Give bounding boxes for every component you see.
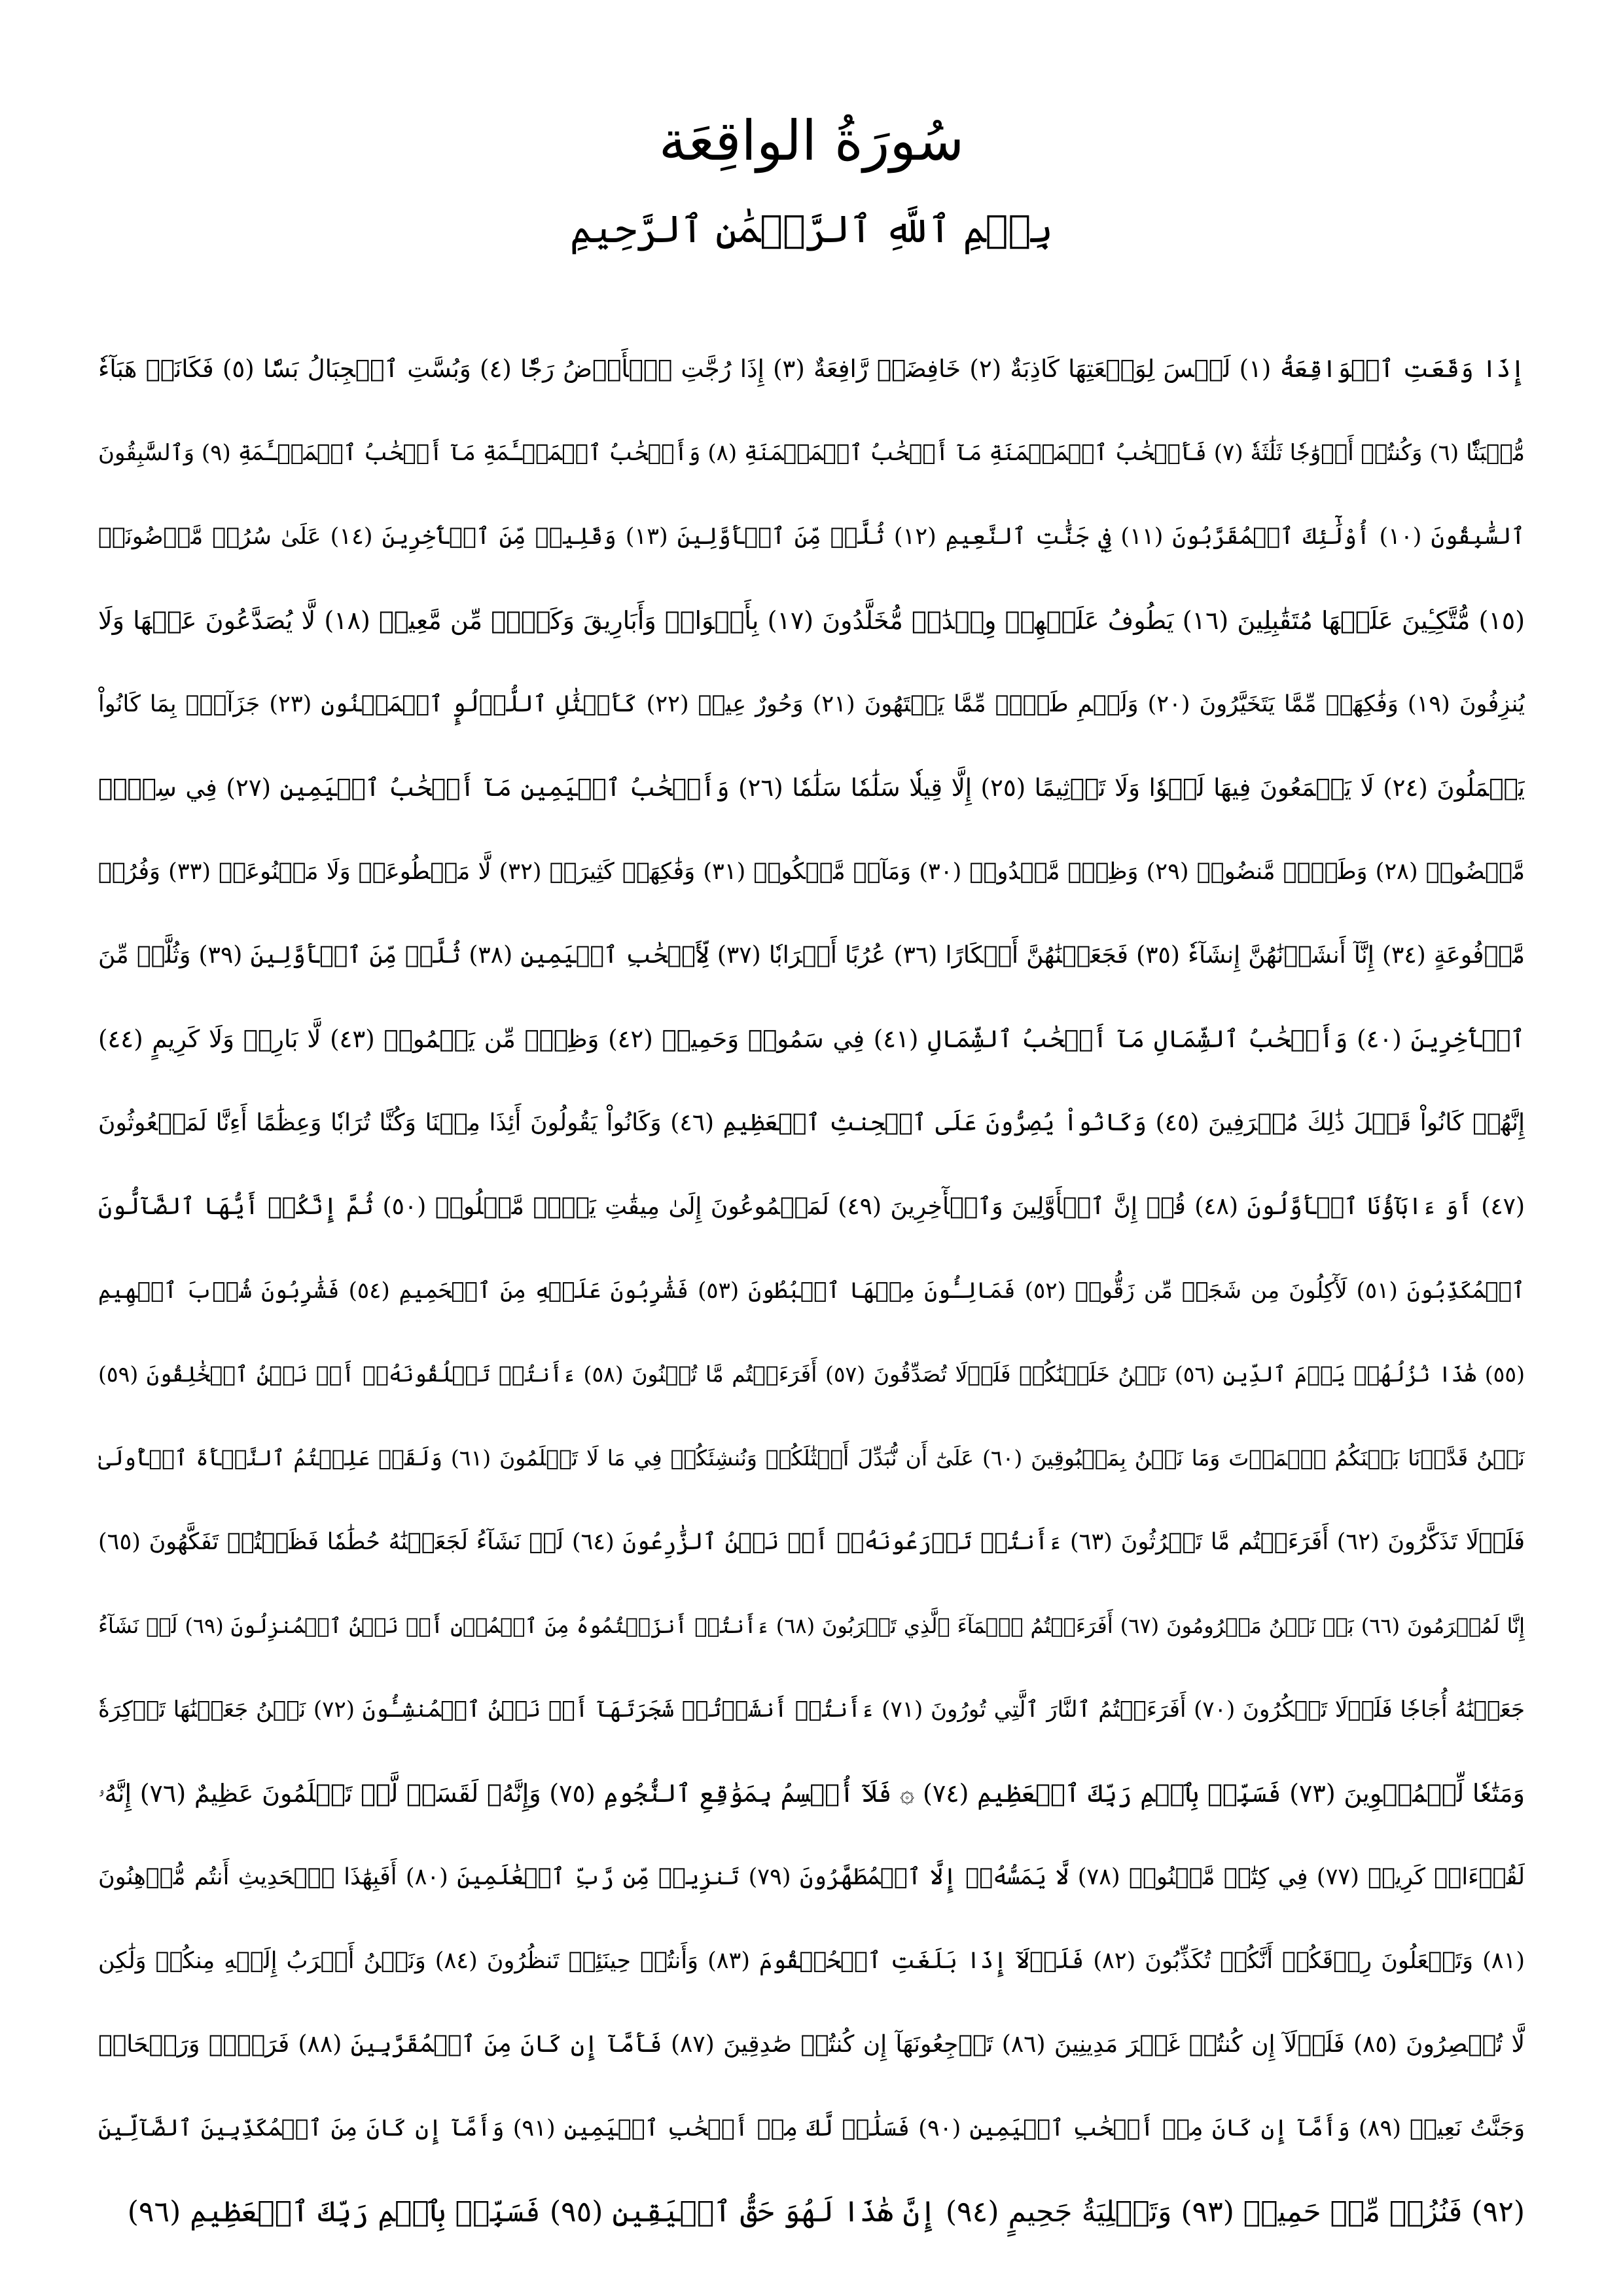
text-line: إِذَا وَقَعَتِ ٱلۡوَاقِعَةُ (١) لَيۡسَ لِوَقۡعَتِهَا كَاذِبَةٌ (٢) خَافِضَةٞ رَّافِعَةٌ (٣) إِذَا رُجَّتِ ٱلۡأَرۡضُ رَجّٗا (٤) وَبُسَّتِ ٱلۡجِبَالُ بَسّٗا (٥) فَكَانَتۡ هَبَآءٗ	[98, 355, 1525, 383]
text-line: يُنزِفُونَ (١٩) وَفَٰكِهَةٖ مِّمَّا يَتَخَيَّرُونَ (٢٠) وَلَحۡمِ طَيۡرٖ مِّمَّا يَشۡتَهُونَ (٢١) وَحُورٌ عِينٞ (٢٢) كَأَمۡثَٰلِ ٱللُّؤۡلُوِٕ ٱلۡمَكۡنُونِ (٢٣) جَزَآءَۢ بِمَا كَانُواْ	[98, 691, 1525, 717]
text-line: ٱلۡأٓخِرِينَ (٤٠) وَأَصۡحَٰبُ ٱلشِّمَالِ مَآ أَصۡحَٰبُ ٱلشِّمَالِ (٤١) فِي سَمُومٖ وَحَمِيمٖ (٤٢) وَظِلّٖ مِّن يَحۡمُومٖ (٤٣) لَّا بَارِدٖ وَلَا كَرِيمٍ (٤٤)	[98, 1025, 1525, 1053]
text-line: فَلَوۡلَا تَذَكَّرُونَ (٦٢) أَفَرَءَيۡتُم مَّا تَحۡرُثُونَ (٦٣) ءَأَنتُمۡ تَزۡرَعُونَهُۥٓ أَمۡ نَحۡنُ ٱلزَّٰرِعُونَ (٦٤) لَوۡ نَشَآءُ لَجَعَلۡنَٰهُ حُطَٰمٗا فَظَلۡتُمۡ تَفَكَّهُونَ (٦٥)	[98, 1529, 1525, 1555]
text-line-last: (٩٢) فَنُزُلٞ مِّنۡ حَمِيمٖ (٩٣) وَتَصۡلِيَةُ جَحِيمٍ (٩٤) إِنَّ هَٰذَا لَهُوَ حَقُّ ٱلۡيَقِينِ (٩٥) فَسَبِّحۡ بِٱسۡمِ رَبِّكَ ٱلۡعَظِيمِ (٩٦)	[127, 2195, 1525, 2229]
text-line: مُّنۢبَثّٗا (٦) وَكُنتُمۡ أَزۡوَٰجٗا ثَلَٰثَةٗ (٧) فَأَصۡحَٰبُ ٱلۡمَيۡمَنَةِ مَآ أَصۡحَٰبُ ٱلۡمَيۡمَنَةِ (٨) وَأَصۡحَٰبُ ٱلۡمَشۡـَٔمَةِ مَآ أَصۡحَٰبُ ٱلۡمَشۡـَٔمَةِ (٩) وَٱلسَّٰبِقُونَ	[98, 440, 1525, 466]
basmala: بِسۡمِ ٱللَّهِ ٱلرَّحۡمَٰنِ ٱلرَّحِيمِ	[569, 207, 1054, 251]
text-line: (٤٧) أَوَ ءَابَآؤُنَا ٱلۡأَوَّلُونَ (٤٨) قُلۡ إِنَّ ٱلۡأَوَّلِينَ وَٱلۡأٓخِرِينَ (٤٩) لَمَجۡمُوعُونَ إِلَىٰ مِيقَٰتِ يَوۡمٖ مَّعۡلُومٖ (٥٠) ثُمَّ إِنَّكُمۡ أَيُّهَا ٱلضَّآلُّونَ	[98, 1193, 1525, 1220]
text-line: إِنَّهُمۡ كَانُواْ قَبۡلَ ذَٰلِكَ مُتۡرَفِينَ (٤٥) وَكَانُواْ يُصِرُّونَ عَلَى ٱلۡحِنثِ ٱلۡعَظِيمِ (٤٦) وَكَانُواْ يَقُولُونَ أَئِذَا مِتۡنَا وَكُنَّا تُرَابٗا وَعِظَٰمًا أَءِنَّا لَمَبۡعُوثُونَ	[98, 1109, 1525, 1136]
surah-text-body	[98, 327, 1525, 2229]
text-line: ٱلۡمُكَذِّبُونَ (٥١) لَأٓكِلُونَ مِن شَجَرٖ مِّن زَقُّومٖ (٥٢) فَمَالِـُٔونَ مِنۡهَا ٱلۡبُطُونَ (٥٣) فَشَٰرِبُونَ عَلَيۡهِ مِنَ ٱلۡحَمِيمِ (٥٤) فَشَٰرِبُونَ شُرۡبَ ٱلۡهِيمِ	[98, 1278, 1525, 1304]
text-line: وَمَتَٰعٗا لِّلۡمُقۡوِينَ (٧٣) فَسَبِّحۡ بِٱسۡمِ رَبِّكَ ٱلۡعَظِيمِ (٧٤) ۞ فَلَآ أُقۡسِمُ بِمَوَٰقِعِ ٱلنُّجُومِ (٧٥) وَإِنَّهُۥ لَقَسَمٞ لَّوۡ تَعۡلَمُونَ عَظِيمٌ (٧٦) إِنَّهُۥ	[98, 1779, 1525, 1808]
text-line: وَجَنَّتُ نَعِيمٖ (٨٩) وَأَمَّآ إِن كَانَ مِنۡ أَصۡحَٰبِ ٱلۡيَمِينِ (٩٠) فَسَلَٰمٞ لَّكَ مِنۡ أَصۡحَٰبِ ٱلۡيَمِينِ (٩١) وَأَمَّآ إِن كَانَ مِنَ ٱلۡمُكَذِّبِينَ ٱلضَّآلِّينَ	[98, 2115, 1525, 2142]
surah-title: سُورَةُ الواقِعَة	[658, 109, 965, 173]
text-line: مَّرۡفُوعَةٍ (٣٤) إِنَّآ أَنشَأۡنَٰهُنَّ إِنشَآءٗ (٣٥) فَجَعَلۡنَٰهُنَّ أَبۡكَارًا (٣٦) عُرُبًا أَتۡرَابٗا (٣٧) لِّأَصۡحَٰبِ ٱلۡيَمِينِ (٣٨) ثُلَّةٞ مِّنَ ٱلۡأَوَّلِينَ (٣٩) وَثُلَّةٞ مِّنَ	[98, 942, 1525, 969]
text-line: (٥٥) هَٰذَا نُزُلُهُمۡ يَوۡمَ ٱلدِّينِ (٥٦) نَحۡنُ خَلَقۡنَٰكُمۡ فَلَوۡلَا تُصَدِّقُونَ (٥٧) أَفَرَءَيۡتُم مَّا تُمۡنُونَ (٥٨) ءَأَنتُمۡ تَخۡلُقُونَهُۥٓ أَمۡ نَحۡنُ ٱلۡخَٰلِقُونَ (٥٩)	[98, 1361, 1525, 1387]
text-line: مَّخۡضُودٖ (٢٨) وَطَلۡحٖ مَّنضُودٖ (٢٩) وَظِلّٖ مَّمۡدُودٖ (٣٠) وَمَآءٖ مَّسۡكُوبٖ (٣١) وَفَٰكِهَةٖ كَثِيرَةٖ (٣٢) لَّا مَقۡطُوعَةٖ وَلَا مَمۡنُوعَةٖ (٣٣) وَفُرُشٖ	[98, 859, 1525, 885]
text-line: نَحۡنُ قَدَّرۡنَا بَيۡنَكُمُ ٱلۡمَوۡتَ وَمَا نَحۡنُ بِمَسۡبُوقِينَ (٦٠) عَلَىٰٓ أَن نُّبَدِّلَ أَمۡثَٰلَكُمۡ وَنُنشِئَكُمۡ فِي مَا لَا تَعۡلَمُونَ (٦١) وَلَقَدۡ عَلِمۡتُمُ ٱلنَّشۡأَةَ ٱلۡأُولَىٰ	[98, 1445, 1525, 1471]
text-line: جَعَلۡنَٰهُ أُجَاجٗا فَلَوۡلَا تَشۡكُرُونَ (٧٠) أَفَرَءَيۡتُمُ ٱلنَّارَ ٱلَّتِي تُورُونَ (٧١) ءَأَنتُمۡ أَنشَأۡتُمۡ شَجَرَتَهَآ أَمۡ نَحۡنُ ٱلۡمُنشِـُٔونَ (٧٢) نَحۡنُ جَعَلۡنَٰهَا تَذۡكِرَةٗ	[98, 1696, 1525, 1723]
text-line: إِنَّا لَمُغۡرَمُونَ (٦٦) بَلۡ نَحۡنُ مَحۡرُومُونَ (٦٧) أَفَرَءَيۡتُمُ ٱلۡمَآءَ ٱلَّذِي تَشۡرَبُونَ (٦٨) ءَأَنتُمۡ أَنزَلۡتُمُوهُ مِنَ ٱلۡمُزۡنِ أَمۡ نَحۡنُ ٱلۡمُنزِلُونَ (٦٩) لَوۡ نَشَآءُ	[98, 1613, 1525, 1638]
text-line: ٱلسَّٰبِقُونَ (١٠) أُوْلَٰٓئِكَ ٱلۡمُقَرَّبُونَ (١١) فِي جَنَّٰتِ ٱلنَّعِيمِ (١٢) ثُلَّةٞ مِّنَ ٱلۡأَوَّلِينَ (١٣) وَقَلِيلٞ مِّنَ ٱلۡأٓخِرِينَ (١٤) عَلَىٰ سُرُرٖ مَّوۡضُونَةٖ	[98, 524, 1525, 550]
text-line: (١٥) مُّتَّكِـِٔينَ عَلَيۡهَا مُتَقَٰبِلِينَ (١٦) يَطُوفُ عَلَيۡهِمۡ وِلۡدَٰنٞ مُّخَلَّدُونَ (١٧) بِأَكۡوَابٖ وَأَبَارِيقَ وَكَأۡسٖ مِّن مَّعِينٖ (١٨) لَّا يُصَدَّعُونَ عَنۡهَا وَلَا	[98, 606, 1525, 635]
text-line: يَعۡمَلُونَ (٢٤) لَا يَسۡمَعُونَ فِيهَا لَغۡوٗا وَلَا تَأۡثِيمًا (٢٥) إِلَّا قِيلٗا سَلَٰمٗا سَلَٰمٗا (٢٦) وَأَصۡحَٰبُ ٱلۡيَمِينِ مَآ أَصۡحَٰبُ ٱلۡيَمِينِ (٢٧) فِي سِدۡرٖ	[98, 774, 1525, 802]
text-line: (٨١) وَتَجۡعَلُونَ رِزۡقَكُمۡ أَنَّكُمۡ تُكَذِّبُونَ (٨٢) فَلَوۡلَآ إِذَا بَلَغَتِ ٱلۡحُلۡقُومَ (٨٣) وَأَنتُمۡ حِينَئِذٖ تَنظُرُونَ (٨٤) وَنَحۡنُ أَقۡرَبُ إِلَيۡهِ مِنكُمۡ وَلَٰكِن	[98, 1948, 1525, 1974]
text-line: لَقُرۡءَانٞ كَرِيمٞ (٧٧) فِي كِتَٰبٖ مَّكۡنُونٖ (٧٨) لَّا يَمَسُّهُۥٓ إِلَّا ٱلۡمُطَهَّرُونَ (٧٩) تَنزِيلٞ مِّن رَّبِّ ٱلۡعَٰلَمِينَ (٨٠) أَفَبِهَٰذَا ٱلۡحَدِيثِ أَنتُم مُّدۡهِنُونَ	[98, 1864, 1525, 1890]
text-line: لَّا تُبۡصِرُونَ (٨٥) فَلَوۡلَآ إِن كُنتُمۡ غَيۡرَ مَدِينِينَ (٨٦) تَرۡجِعُونَهَآ إِن كُنتُمۡ صَٰدِقِينَ (٨٧) فَأَمَّآ إِن كَانَ مِنَ ٱلۡمُقَرَّبِينَ (٨٨) فَرَوۡحٞ وَرَيۡحَانٞ	[98, 2031, 1525, 2058]
